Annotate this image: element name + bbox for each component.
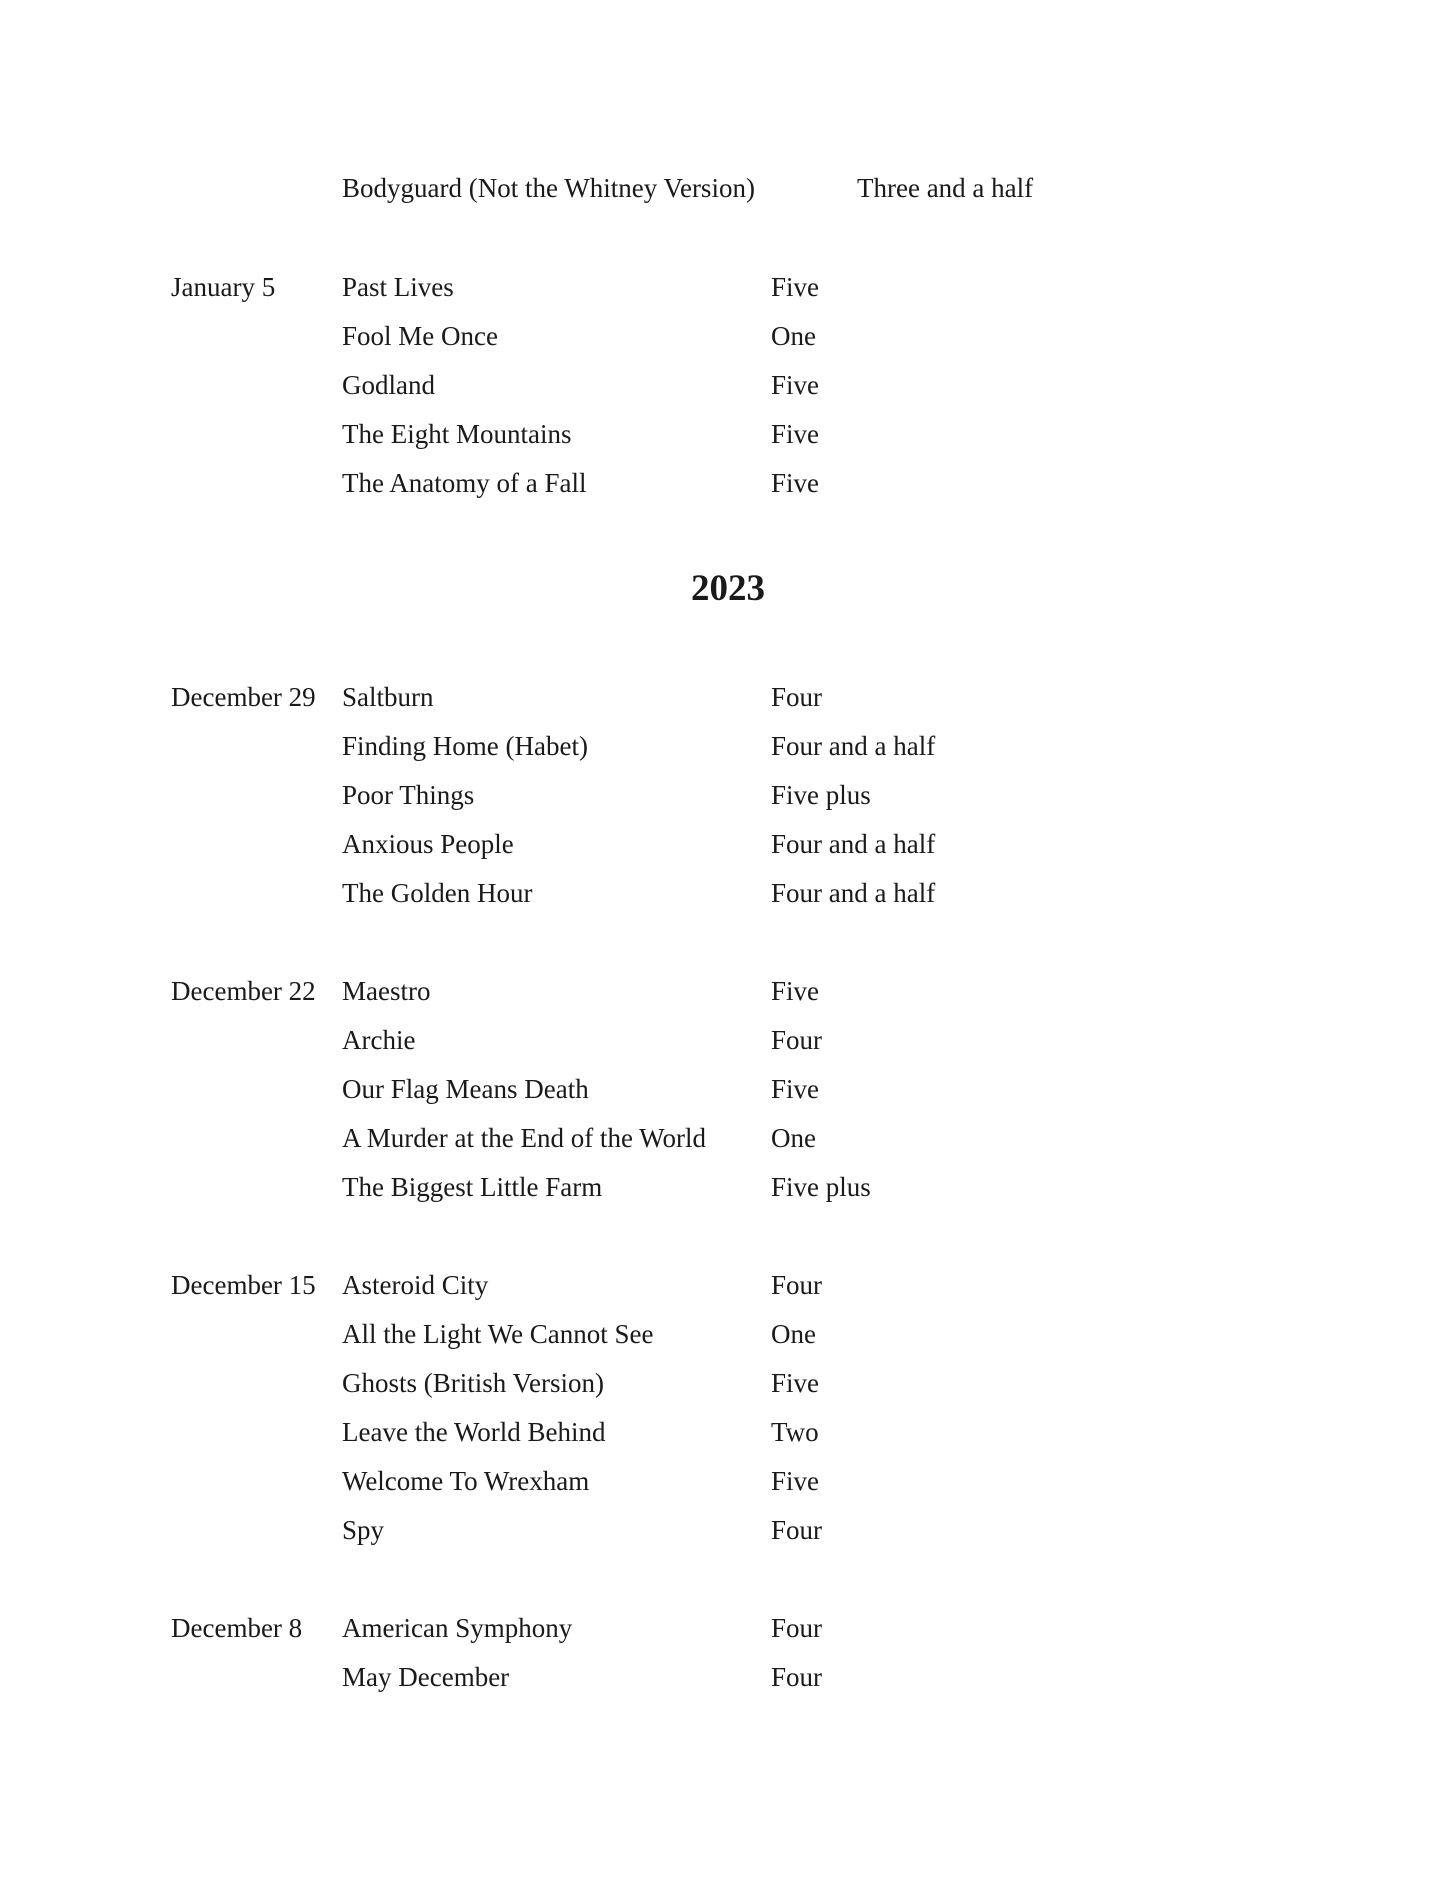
entry-title: Fool Me Once [342,321,498,351]
entry-title: May December [342,1662,510,1692]
entry-title: Anxious People [342,829,514,859]
entry-title: The Eight Mountains [342,419,572,449]
entry-rating: Five [771,1074,820,1104]
entry-title: The Biggest Little Farm [342,1172,603,1202]
entry-rating: Four [771,1025,823,1055]
entry-rating: Five [771,976,820,1006]
entry-title: Ghosts (British Version) [342,1368,605,1398]
year-heading: 2023 [691,568,765,609]
entry-title: Poor Things [342,780,475,810]
group-date: December 29 [171,682,316,712]
entry-rating: Five plus [771,780,871,810]
group-date: December 15 [171,1270,316,1300]
entry-title: Finding Home (Habet) [342,731,588,761]
entry-rating: One [771,1123,816,1153]
entry-rating: Five [771,1466,820,1496]
entry-title: Godland [342,370,435,400]
entry-title: Past Lives [342,272,454,302]
entry-rating: Four [771,682,823,712]
entry-title: Saltburn [342,682,434,712]
entry-rating: Five [771,468,820,498]
entry-rating: Three and a half [857,173,1034,203]
entry-rating: Four and a half [771,731,936,761]
entry-rating: One [771,321,816,351]
group-date: December 8 [171,1613,303,1643]
entry-title: A Murder at the End of the World [342,1123,706,1153]
entry-rating: Five [771,272,820,302]
entry-title: Maestro [342,976,431,1006]
entry-title: Leave the World Behind [342,1417,606,1447]
entry-title: Welcome To Wrexham [342,1466,590,1496]
entry-rating: Five [771,1368,820,1398]
entry-rating: Four [771,1613,823,1643]
entry-title: Archie [342,1025,416,1055]
entry-rating: One [771,1319,816,1349]
entry-rating: Five [771,419,820,449]
entry-rating: Five [771,370,820,400]
group-date: December 22 [171,976,316,1006]
entry-title: Asteroid City [342,1270,489,1300]
entry-rating: Four [771,1270,823,1300]
entry-rating: Four [771,1662,823,1692]
group-date: January 5 [171,272,276,302]
entry-title: All the Light We Cannot See [342,1319,654,1349]
entry-title: Spy [342,1515,385,1545]
entry-rating: Four [771,1515,823,1545]
entry-title: American Symphony [342,1613,573,1643]
entry-rating: Five plus [771,1172,871,1202]
entry-title: The Anatomy of a Fall [342,468,587,498]
entry-rating: Four and a half [771,829,936,859]
entry-title: Bodyguard (Not the Whitney Version) [342,173,755,203]
entry-rating: Four and a half [771,878,936,908]
entry-rating: Two [771,1417,819,1447]
entry-title: Our Flag Means Death [342,1074,589,1104]
entry-title: The Golden Hour [342,878,533,908]
